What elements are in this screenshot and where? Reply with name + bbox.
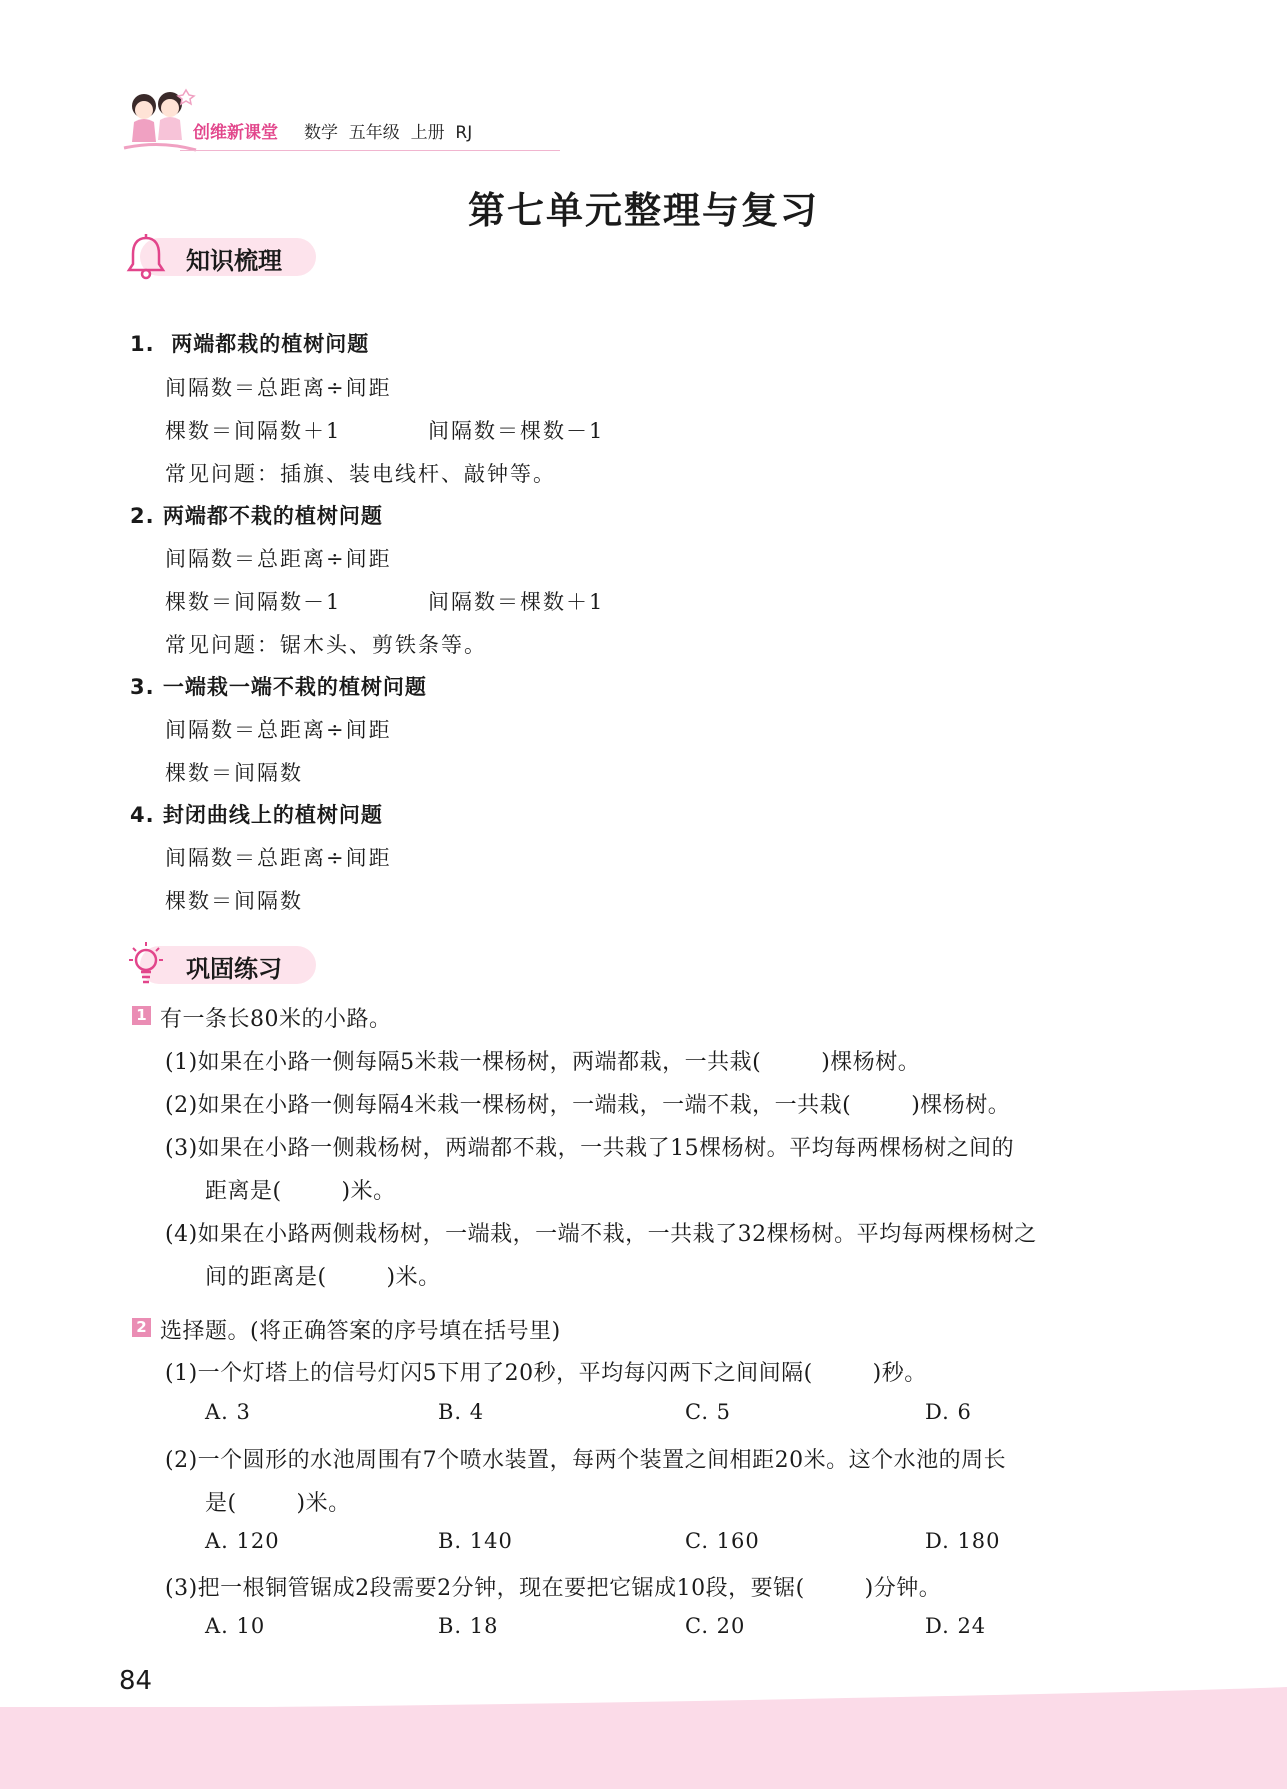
question-2-sub2-cont: 是( )米。: [205, 1491, 351, 1516]
section-title-knowledge: 知识梳理: [186, 247, 282, 275]
question-1-part: (3)如果在小路一侧栽杨树，两端都不栽，一共栽了15棵杨树。平均每两棵杨树之间的: [165, 1136, 1015, 1161]
knowledge-heading-3: 3. 一端栽一端不栽的植树问题: [130, 675, 427, 699]
question-1-part: (4)如果在小路两侧栽杨树，一端栽，一端不栽，一共栽了32棵杨树。平均每两棵杨树之: [165, 1222, 1037, 1247]
option-c: C. 20: [685, 1614, 746, 1638]
formula-line: 棵数＝间隔数: [165, 889, 303, 913]
option-b: B. 18: [438, 1614, 499, 1638]
formula-line: 棵数＝间隔数: [165, 761, 303, 785]
question-2-stem: 选择题。(将正确答案的序号填在括号里): [160, 1319, 561, 1344]
option-d: D. 24: [925, 1614, 987, 1638]
bell-icon: [124, 232, 168, 280]
lightbulb-icon: [124, 940, 168, 988]
formula-line: 间隔数＝棵数－1: [428, 419, 605, 443]
option-a: A. 3: [205, 1400, 251, 1424]
common-problems: 常见问题：插旗、装电线杆、敲钟等。: [165, 462, 556, 486]
question-2-sub2: (2)一个圆形的水池周围有7个喷水装置，每两个装置之间相距20米。这个水池的周长: [165, 1448, 1007, 1473]
formula-line: 间隔数＝总距离÷间距: [165, 846, 392, 870]
mascot-logo-icon: [120, 86, 200, 156]
formula-line: 间隔数＝棵数＋1: [428, 590, 605, 614]
question-1-part: 间的距离是( )米。: [205, 1265, 441, 1290]
knowledge-heading-1: 1. 两端都栽的植树问题: [130, 332, 370, 356]
question-1-part: 距离是( )米。: [205, 1179, 396, 1204]
formula-line: 间隔数＝总距离÷间距: [165, 376, 392, 400]
option-c: C. 5: [685, 1400, 732, 1424]
question-2-sub3: (3)把一根铜管锯成2段需要2分钟，现在要把它锯成10段，要锯( )分钟。: [165, 1576, 942, 1601]
footer-band: [0, 1707, 1287, 1789]
option-b: B. 4: [438, 1400, 485, 1424]
knowledge-heading-4: 4. 封闭曲线上的植树问题: [130, 803, 383, 827]
option-c: C. 160: [685, 1529, 760, 1553]
section-title-practice: 巩固练习: [186, 955, 282, 983]
header-divider: [180, 150, 560, 151]
question-number-badge: 1: [132, 1006, 151, 1025]
page-title: 第七单元整理与复习: [468, 189, 819, 232]
question-1-part: (2)如果在小路一侧每隔4米栽一棵杨树，一端栽，一端不栽，一共栽( )棵杨树。: [165, 1093, 1011, 1118]
option-b: B. 140: [438, 1529, 513, 1553]
common-problems: 常见问题：锯木头、剪铁条等。: [165, 633, 487, 657]
formula-line: 棵数＝间隔数＋1: [165, 419, 342, 443]
option-a: A. 120: [205, 1529, 280, 1553]
question-1-stem: 有一条长80米的小路。: [160, 1007, 392, 1032]
question-number-badge: 2: [132, 1318, 151, 1337]
page-number: 84: [119, 1666, 153, 1696]
formula-line: 棵数＝间隔数－1: [165, 590, 342, 614]
knowledge-heading-2: 2. 两端都不栽的植树问题: [130, 504, 383, 528]
formula-line: 间隔数＝总距离÷间距: [165, 547, 392, 571]
option-d: D. 6: [925, 1400, 972, 1424]
option-a: A. 10: [205, 1614, 266, 1638]
question-2-sub1: (1)一个灯塔上的信号灯闪5下用了20秒，平均每闪两下之间间隔( )秒。: [165, 1361, 927, 1386]
book-info: 数学 五年级 上册 RJ: [304, 123, 473, 143]
brand-name: 创维新课堂: [193, 123, 278, 143]
option-d: D. 180: [925, 1529, 1001, 1553]
question-1-part: (1)如果在小路一侧每隔5米栽一棵杨树，两端都栽，一共栽( )棵杨树。: [165, 1050, 921, 1075]
formula-line: 间隔数＝总距离÷间距: [165, 718, 392, 742]
footer-wave: [0, 1687, 1287, 1711]
